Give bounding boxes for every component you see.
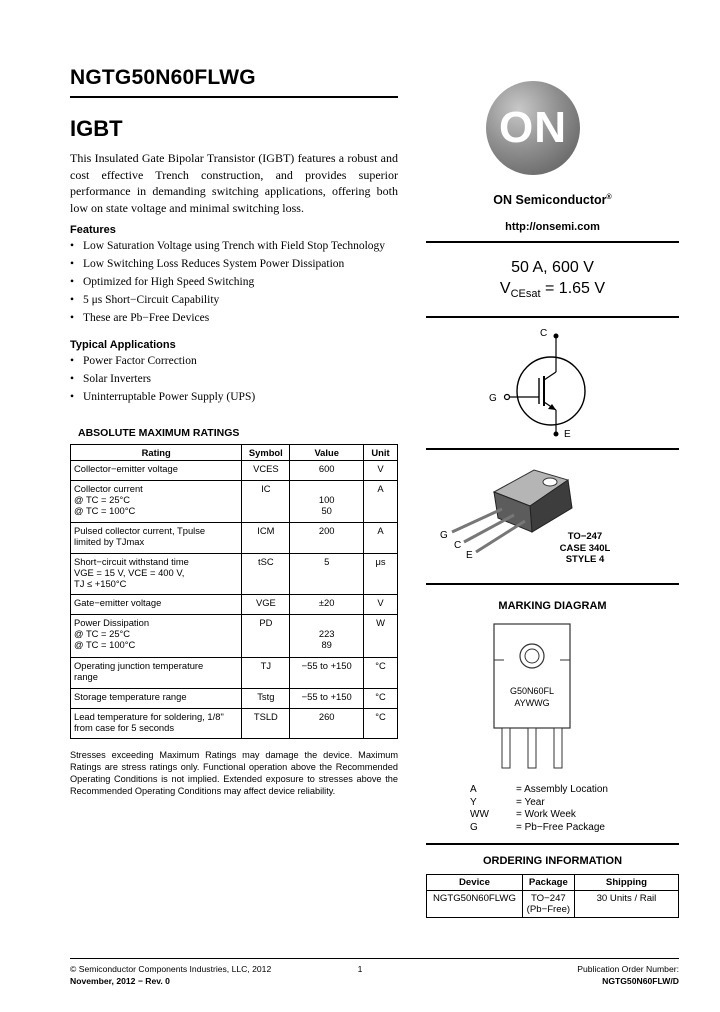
rating-cell: Gate−emitter voltage	[71, 595, 242, 615]
footer-right	[480, 963, 679, 987]
symbol-cell: VGE	[242, 595, 290, 615]
marking-title: MARKING DIAGRAM	[498, 600, 607, 612]
application-item: • Solar Inverters	[70, 370, 400, 388]
ordering-title: ORDERING INFORMATION	[482, 855, 623, 867]
unit-cell: A	[364, 481, 398, 523]
unit-cell: A	[364, 523, 398, 554]
revision-date: November, 2012 − Rev. 0	[70, 976, 170, 986]
marking-lead-1	[502, 728, 510, 768]
right-rule-2	[426, 316, 679, 318]
value-cell: 100 50	[290, 481, 364, 523]
collector-terminal	[554, 334, 559, 339]
table-row	[71, 658, 398, 689]
emitter-label: E	[564, 429, 571, 440]
value-cell: 260	[290, 709, 364, 739]
value-cell: −55 to +150	[290, 658, 364, 689]
copyright: © Semiconductor Components Industries, LLC, 2012	[70, 964, 272, 974]
right-rule-1	[426, 241, 679, 243]
table-row	[427, 891, 679, 918]
part-number: NGTG50N60FLWG	[70, 66, 256, 89]
table-row	[71, 709, 398, 739]
ratings-header-row	[71, 445, 398, 461]
intro-paragraph: This Insulated Gate Bipolar Transistor (IGBT) features a robust and cost effective Trench construction, and provides superior performance in demanding switching applications, offering both low on state voltage and minimal switching loss.	[70, 151, 398, 215]
rating-cell: Pulsed collector current, Tpulse limited by TJmax	[71, 523, 242, 554]
legend-desc: = Assembly Location	[516, 784, 608, 795]
rating-cell: Operating junction temperature range	[71, 658, 242, 689]
col-header-rating: Rating	[71, 445, 242, 461]
legend-code: A	[470, 784, 477, 795]
legend-desc: = Year	[516, 796, 545, 808]
device-cell: NGTG50N60FLWG	[427, 891, 523, 918]
pin-c-label: C	[454, 540, 462, 551]
legend-code: WW	[470, 809, 489, 820]
unit-cell: V	[364, 461, 398, 481]
ratings-title: ABSOLUTE MAXIMUM RATINGS	[78, 427, 240, 439]
publication-number: NGTG50N60FLW/D	[602, 976, 679, 986]
features-list	[70, 237, 400, 327]
table-row	[71, 481, 398, 523]
legend-desc: = Work Week	[516, 809, 576, 820]
package-style: STYLE 4	[565, 554, 605, 565]
legend-code: Y	[470, 796, 477, 808]
application-item: • Uninterruptable Power Supply (UPS)	[70, 388, 400, 406]
device-type-title: IGBT	[70, 116, 123, 141]
feature-item: • 5 μs Short−Circuit Capability	[70, 291, 400, 309]
marking-legend	[470, 784, 670, 834]
marking-lead-2	[528, 728, 536, 768]
gate-label: G	[489, 393, 497, 404]
schematic-outline	[517, 357, 585, 425]
symbol-cell: IC	[242, 481, 290, 523]
unit-cell: °C	[364, 689, 398, 709]
symbol-cell: TJ	[242, 658, 290, 689]
table-row	[71, 595, 398, 615]
company-name-text: ON Semiconductor	[493, 193, 607, 207]
current-voltage-spec: 50 A, 600 V	[511, 259, 594, 276]
col-header-value: Value	[290, 445, 364, 461]
lead-e	[476, 521, 525, 552]
rating-cell: Power Dissipation @ TC = 25°C @ TC = 100°C	[71, 615, 242, 658]
marking-lead-3	[554, 728, 562, 768]
rating-cell: Storage temperature range	[71, 689, 242, 709]
package-case: CASE 340L	[559, 542, 611, 554]
value-cell: 5	[290, 554, 364, 595]
feature-item: • Low Switching Loss Reduces System Power Dissipation	[70, 255, 400, 273]
table-row	[71, 689, 398, 709]
igbt-schematic	[478, 322, 598, 442]
emitter-terminal	[554, 432, 559, 437]
col-header-symbol: Symbol	[242, 445, 290, 461]
ordering-table	[426, 874, 679, 918]
legend-row	[470, 809, 670, 822]
collector-label: C	[540, 328, 548, 339]
ratings-note: Stresses exceeding Maximum Ratings may damage the device. Maximum Ratings are stress ratings only. Functional operation above the Recommended Operating Conditions is not implied. Extended exposure to stresses above the Recommended Operating Conditions may affect device reliability.	[70, 750, 398, 796]
table-row	[71, 523, 398, 554]
lead-g	[452, 509, 502, 532]
legend-code: G	[470, 821, 478, 833]
symbol-cell: tSC	[242, 554, 290, 595]
on-logo: ON	[486, 81, 580, 175]
pin-g-label: G	[440, 530, 448, 541]
symbol-cell: Tstg	[242, 689, 290, 709]
col-header-device: Device	[427, 875, 523, 891]
mounting-hole	[543, 478, 557, 486]
gate-terminal	[505, 395, 510, 400]
symbol-cell: TSLD	[242, 709, 290, 739]
value-cell: ±20	[290, 595, 364, 615]
col-header-unit: Unit	[364, 445, 398, 461]
registered-mark: ®	[606, 193, 612, 201]
symbol-cell: VCES	[242, 461, 290, 481]
vcesat-spec	[426, 280, 679, 300]
col-header-package: Package	[522, 875, 574, 891]
right-rule-4	[426, 583, 679, 585]
application-item: • Power Factor Correction	[70, 352, 400, 370]
vce-symbol: V	[499, 280, 511, 297]
legend-row	[470, 797, 670, 810]
company-name	[426, 193, 679, 207]
marking-line2: AYWWG	[514, 698, 550, 708]
table-row	[71, 461, 398, 481]
symbol-cell: PD	[242, 615, 290, 658]
marking-body	[494, 624, 570, 728]
rating-cell: Collector−emitter voltage	[71, 461, 242, 481]
col-header-shipping: Shipping	[574, 875, 678, 891]
footer-rule	[70, 958, 679, 959]
publication-label: Publication Order Number:	[577, 964, 679, 974]
vce-value: = 1.65 V	[540, 280, 606, 297]
feature-item: • Low Saturation Voltage using Trench with Field Stop Technology	[70, 237, 400, 255]
rating-cell: Lead temperature for soldering, 1/8" from case for 5 seconds	[71, 709, 242, 739]
value-cell: −55 to +150	[290, 689, 364, 709]
rating-cell: Short−circuit withstand time VGE = 15 V, VCE = 400 V, TJ ≤ +150°C	[71, 554, 242, 595]
unit-cell: W	[364, 615, 398, 658]
value-cell: 600	[290, 461, 364, 481]
marking-hole-inner	[525, 649, 539, 663]
feature-item: • Optimized for High Speed Switching	[70, 273, 400, 291]
lead-c	[464, 515, 514, 542]
table-row	[71, 615, 398, 658]
right-rule-3	[426, 448, 679, 450]
package-cell: TO−247 (Pb−Free)	[522, 891, 574, 918]
applications-list	[70, 352, 400, 406]
unit-cell: °C	[364, 658, 398, 689]
feature-item: • These are Pb−Free Devices	[70, 309, 400, 327]
value-cell: 200	[290, 523, 364, 554]
vce-subscript: CEsat	[510, 288, 541, 301]
legend-desc: = Pb−Free Package	[516, 821, 605, 833]
rating-cell: Collector current @ TC = 25°C @ TC = 100°C	[71, 481, 242, 523]
unit-cell: μs	[364, 554, 398, 595]
marking-line1: G50N60FL	[509, 686, 555, 696]
collector-link	[544, 372, 556, 380]
table-row	[71, 554, 398, 595]
ratings-table	[70, 444, 398, 739]
package-info	[540, 531, 630, 566]
package-name: TO−247	[567, 531, 603, 542]
footer-left	[70, 963, 271, 987]
features-title: Features	[70, 224, 116, 236]
unit-cell: V	[364, 595, 398, 615]
symbol-cell: ICM	[242, 523, 290, 554]
shipping-cell: 30 Units / Rail	[574, 891, 678, 918]
pin-e-label: E	[466, 550, 473, 561]
page-number: 1	[357, 964, 363, 974]
website-link[interactable]: http://onsemi.com	[505, 221, 600, 233]
header-rule	[70, 96, 398, 98]
ordering-header-row	[427, 875, 679, 891]
right-rule-5	[426, 843, 679, 845]
unit-cell: °C	[364, 709, 398, 739]
value-cell: 223 89	[290, 615, 364, 658]
legend-row	[470, 822, 670, 835]
legend-row	[470, 784, 670, 797]
applications-title: Typical Applications	[70, 339, 176, 351]
marking-diagram	[492, 620, 572, 770]
